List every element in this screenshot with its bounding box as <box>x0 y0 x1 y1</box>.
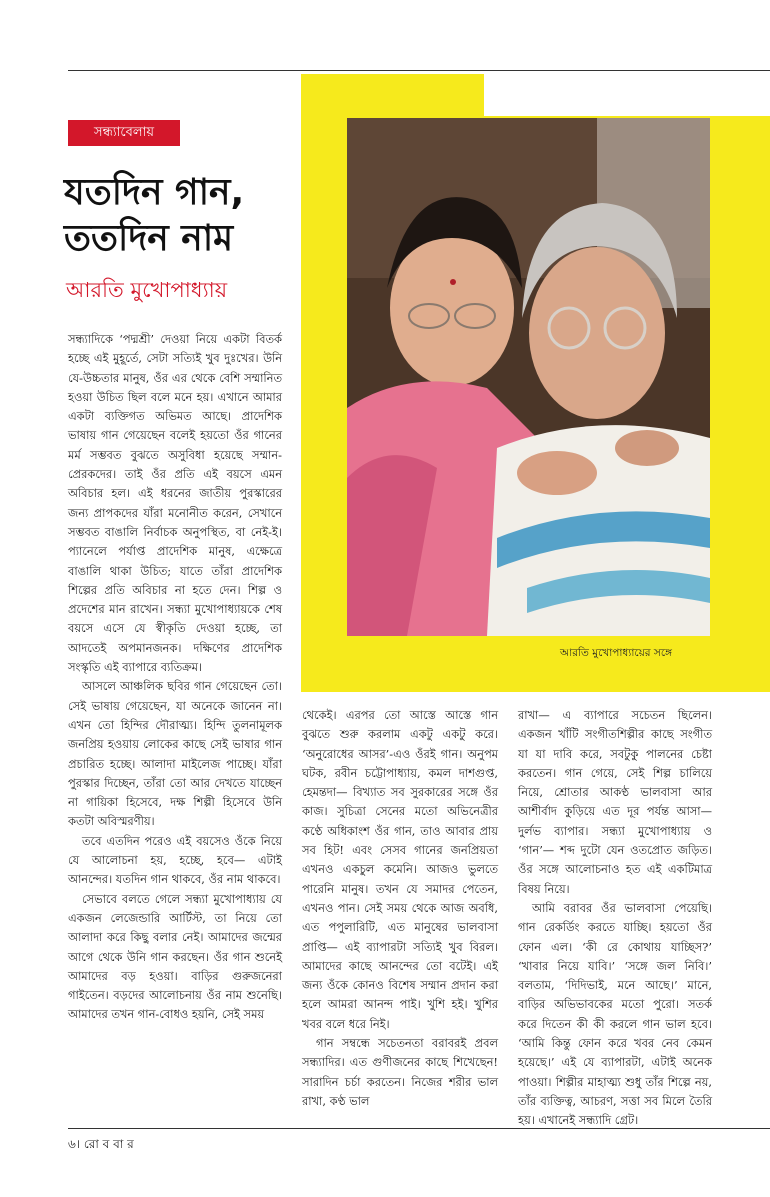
paragraph: সেভাবে বলতে গেলে সন্ধ্যা মুখোপাধ্যায় যে একজন লেজেন্ডারি আর্টিস্ট, তা নিয়ে তো আলাদা করে কিছু বলার নেই। আমাদের জন্মের আগে থেকে উনি গান করছেন। ওঁর গান শুনেই আমাদের বড় হওয়া। বাড়ির গুরুজনেরা গাইতেন। বড়দের আলোচনায় ওঁর নাম শুনেছি। আমাদের তখন গান-বোধও হয়নি, সেই সময় <box>68 891 282 1022</box>
section-tag: সন্ধ্যাবেলায় <box>68 120 180 146</box>
article-column-1 <box>68 330 282 1025</box>
paragraph: গান সম্বন্ধে সচেতনতা বরাবরই প্রবল সন্ধ্যাদির। এত গুণীজনের কাছে শিখেছেন! সারাদিন চর্চা করতেন। নিজের শরীর ভাল রাখা, কণ্ঠ ভাল <box>302 1036 498 1108</box>
photo-caption: আরতি মুখোপাধ্যায়ের সঙ্গে <box>560 647 673 659</box>
paragraph: তবে এতদিন পরেও এই বয়সেও ওঁকে নিয়ে যে আলোচনা হয়, হচ্ছে, হবে— এটাই আনন্দের। যতদিন গান থাকবে, ওঁর নাম থাকবে। <box>68 833 282 887</box>
byline: আরতি মুখোপাধ্যায় <box>66 278 228 302</box>
paragraph: আসলে আঞ্চলিক ছবির গান গেয়েছেন তো। সেই ভাষায় গেয়েছেন, যা অনেকে জানেন না। এখন তো হিন্দির দৌরাত্ম্য। হিন্দি তুলনামূলক জনপ্রিয় হওয়ায় লোকের কাছে সেই ভাষার গান প্রচারিত হচ্ছে। আলাদা মাইলেজ পাচ্ছে। যাঁরা পুরস্কার দিচ্ছেন, তাঁরা তো আর দেখতে যাচ্ছেন না গায়িকা হিসেবে, দক্ষ শিল্পী হিসেবে উনি কতটা অবিস্মরণীয়। <box>68 679 282 829</box>
paragraph: সন্ধ্যাদিকে ‘পদ্মশ্রী’ দেওয়া নিয়ে একটা বিতর্ক হচ্ছে এই মুহূর্তে, সেটা সত্যিই খুব দুঃখের। উনি যে-উচ্চতার মানুষ, ওঁর এর থেকে বেশি সম্মানিত হওয়া উচিত ছিল বলে মনে হয়। এখানে আমার একটা ব্যক্তিগত অভিমত আছে। প্রাদেশিক ভাষায় গান গেয়েছেন বলেই হয়তো ওঁর গানের মর্ম সম্ভবত বুঝতে অসুবিধা হয়েছে সম্মান-প্রেরকদের। তাই ওঁর প্রতি এই বয়সে এমন অবিচার হল। এই ধরনের জাতীয় পুরস্কারের জন্য প্রাপকদের যাঁরা মনোনীত করেন, সেখানে সম্ভবত বাঙালি নির্বাচক অনুপস্থিত, বা নেই-ই। প্যানেলে পর্যাপ্ত প্রাদেশিক মানুষ, এক্ষেত্রে বাঙালি থাকা উচিত; যাতে তাঁরা প্রাদেশিক শিল্পের প্রতি অবিচার না হতে দেন। শিল্প ও প্রদেশের মান রাখেন। সন্ধ্যা মুখোপাধ্যায়কে শেষ বয়সে এসে যে স্বীকৃতি দেওয়া হচ্ছে, তা আদতেই অপমানজনক। দক্ষিণের প্রাদেশিক সংস্কৃতি এই ব্যাপারে ব্যতিক্রম। <box>68 332 282 675</box>
article-column-3 <box>518 706 712 1131</box>
bottom-rule <box>68 1128 770 1129</box>
article-column-2 <box>302 706 498 1111</box>
paragraph: রাখা— এ ব্যাপারে সচেতন ছিলেন। একজন খাঁটি সংগীতশিল্পীর কাছে সংগীত যা যা দাবি করে, সবটুকু পালনের চেষ্টা করতেন। গান গেয়ে, সেই শিল্প চালিয়ে নিয়ে, শ্রোতার আকণ্ঠ ভালবাসা আর আশীর্বাদ কুড়িয়ে এত দূর পর্যন্ত আসা— দুর্লভ ব্যাপার। সন্ধ্যা মুখোপাধ্যায় ও ‘গান’— শব্দ দুটো যেন ওতপ্রোত জড়িত। ওঁর সঙ্গে আলোচনাও হত এই একটিমাত্র বিষয় নিয়ে। <box>518 708 712 896</box>
paragraph: আমি বরাবর ওঁর ভালবাসা পেয়েছি। গান রেকর্ডিং করতে যাচ্ছি। হয়তো ওঁর ফোন এল। ‘কী রে কোথায় যাচ্ছিস?’ ‘খাবার নিয়ে যাবি।’ ‘সঙ্গে জল নিবি।’ বলতাম, ‘দিদিভাই, মনে আছে।’ মানে, বাড়ির অভিভাবকের মতো পুরো। সতর্ক করে দিতেন কী কী করলে গান ভাল হবে। ‘আমি কিন্তু ফোন করে খবর নেব কেমন হয়েছে।’ এই যে ব্যাপারটা, এটাই অনেক পাওয়া। শিল্পীর মাহাত্ম্য শুধু তাঁর শিল্পে নয়, তাঁর ব্যক্তিত্ব, আচরণ, সত্তা সব মিলে তৈরি হয়। এখানেই সন্ধ্যাদি গ্রেট। <box>518 900 712 1128</box>
article-photo <box>347 118 710 636</box>
headline-line-1: যতদিন গান, <box>64 172 245 213</box>
headline-line-2: ততদিন নাম <box>64 218 234 259</box>
paragraph: থেকেই। এরপর তো আস্তে আস্তে গান বুঝতে শুরু করলাম একটু একটু করে। ‘অনুরোধের আসর’-এও ওঁরই গান। অনুপম ঘটক, রবীন চট্টোপাধ্যায়, কমল দাশগুপ্ত, হেমন্তদা— বিখ্যাত সব সুরকারের সঙ্গে ওঁর কাজ। সুচিত্রা সেনের মতো অভিনেত্রীর কণ্ঠে অধিকাংশ ওঁর গান, তাও আবার প্রায় সব হিট! এবং সেসব গানের জনপ্রিয়তা এখনও একচুল কমেনি। আজও ভুলতে পারেনি মানুষ। তখন যে সমাদর পেতেন, এখনও পান। সেই সময় থেকে আজ অবধি, এত পপুলারিটি, এত মানুষের ভালবাসা প্রাপ্তি— এই ব্যাপারটা সত্যিই খুব বিরল। আমাদের কাছে আনন্দের তো বটেই। এই জন্য ওঁকে কোনও বিশেষ সম্মান প্রদান করা হলে আমরা আনন্দ পাই। খুশি হই। খুশির খবর বলে ধরে নিই। <box>302 708 498 1031</box>
page-footer: ৬। রো ব বা র <box>68 1137 134 1151</box>
top-rule <box>68 70 770 71</box>
photo-illustration <box>347 118 710 636</box>
frame-notch <box>484 74 770 116</box>
headline <box>64 170 304 262</box>
